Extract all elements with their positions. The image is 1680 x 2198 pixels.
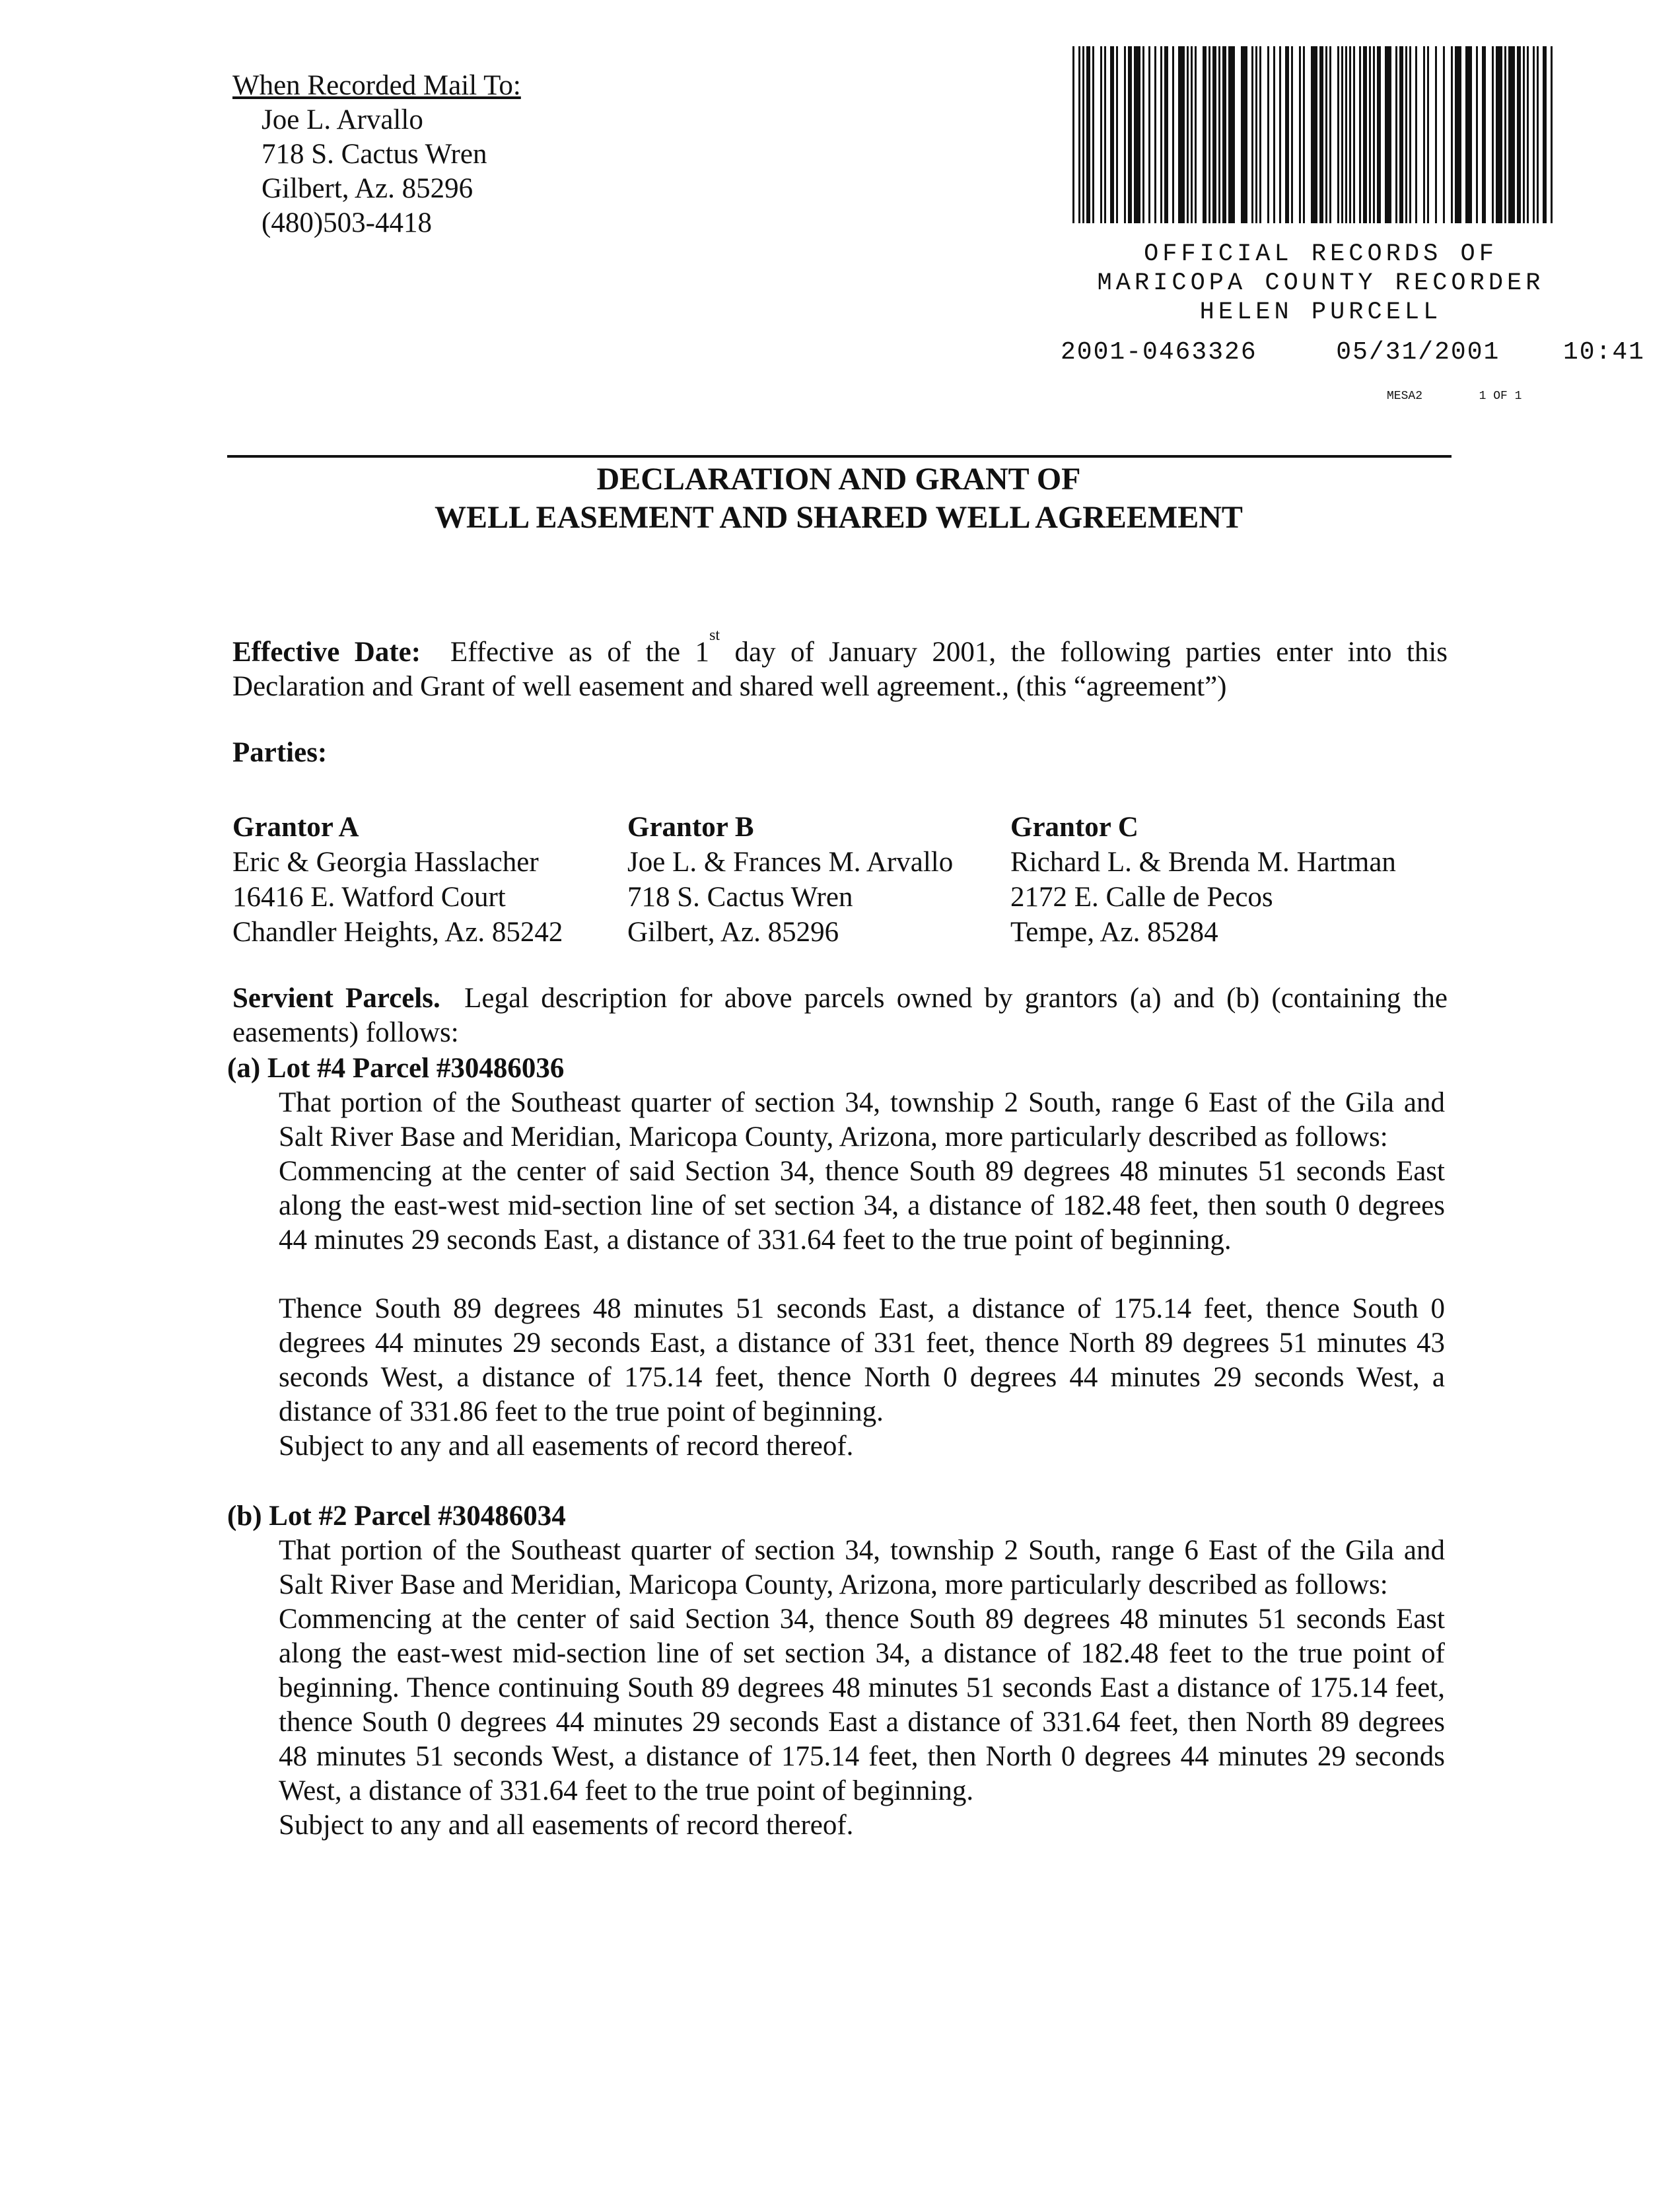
document-title (225, 460, 1453, 537)
barcode-bar (1128, 46, 1132, 223)
barcode-bar (1164, 46, 1168, 223)
barcode-bar (1124, 46, 1126, 223)
barcode-bar (1423, 46, 1425, 223)
barcode-bar (1482, 46, 1486, 223)
barcode-bar (1218, 46, 1220, 223)
paragraph-gap (279, 1258, 1445, 1292)
barcode-bar (1319, 46, 1323, 223)
barcode-bar (1203, 46, 1207, 223)
recorder-stamp (1057, 240, 1585, 327)
barcode-bar (1160, 46, 1162, 223)
barcode-bar (1465, 46, 1472, 223)
lot-b-paragraph-1: That portion of the Southeast quarter of section 34, township 2 South, range 6 East of the Gila and Salt River Base and Meridian, Maricopa County, Arizona, more particularly described as follows: (279, 1535, 1445, 1600)
barcode-bar (1187, 46, 1189, 223)
barcode-bar (1415, 46, 1417, 223)
barcode-bar (1116, 46, 1118, 223)
barcode-bar (1451, 46, 1453, 223)
lot-a-paragraph-2: Commencing at the center of said Section 34, thence South 89 degrees 48 minutes 51 seconds East along the east-west mid-section line of set section 34, a distance of 182.48 feet, then south 0 degrees 44 minutes 29 seconds East, a distance of 331.64 feet to the true point of beginning. (279, 1156, 1445, 1256)
mail-to-city: Gilbert, Az. 85296 (262, 173, 473, 204)
barcode-bar (1086, 46, 1090, 223)
servient-text: Legal description for above parcels owned by grantors (a) and (b) (containing the easements) follows: (232, 983, 1448, 1048)
barcode-bar (1537, 46, 1539, 223)
title-line-2: WELL EASEMENT AND SHARED WELL AGREEMENT (435, 500, 1243, 535)
recording-misc (1387, 390, 1522, 403)
barcode-bar (1349, 46, 1351, 223)
barcode-bar (1228, 46, 1235, 223)
barcode-bar (1172, 46, 1174, 223)
barcode-bar (1363, 46, 1367, 223)
barcode-bar (1241, 46, 1247, 223)
record-time: 10:41 (1562, 338, 1645, 367)
barcode-bar (1409, 46, 1411, 223)
lot-a-paragraph-3: Thence South 89 degrees 48 minutes 51 seconds East, a distance of 175.14 feet, thence South 0 degrees 44 minutes 29 seconds East, a distance of 331 feet, thence North 89 degrees 51 minutes 43 seconds West, a distance of 175.14 feet, thence North 0 degrees 44 minutes 29 seconds West, a distance of 331.86 feet to the true point of beginning. (279, 1293, 1445, 1427)
barcode-bar (1110, 46, 1114, 223)
barcode-bar (1337, 46, 1339, 223)
barcode-bar (1345, 46, 1347, 223)
lot-b-paragraph-2: Commencing at the center of said Section 34, thence South 89 degrees 48 minutes 51 seconds East along the east-west mid-section line of set section 34, a distance of 182.48 feet to the true point of beginning. Thence continuing South 89 degrees 48 minutes 51 seconds East a distance of 175.14 feet, thence South 0 degrees 44 minutes 29 seconds East a distance of 331.64 feet, then North 89 degrees 48 minutes 51 seconds West, a distance of 175.14 feet, then North 0 degrees 44 minutes 29 seconds West, a distance of 331.64 feet to the true point of beginning. (279, 1604, 1445, 1806)
barcode-bar (1325, 46, 1327, 223)
recorder-line-official: OFFICIAL RECORDS OF (1144, 240, 1498, 268)
barcode-bar (1341, 46, 1343, 223)
mail-to-block (232, 69, 521, 240)
mail-to-phone: (480)503-4418 (262, 207, 432, 238)
barcode-bar (1178, 46, 1185, 223)
mail-to-street: 718 S. Cactus Wren (262, 139, 487, 170)
mail-to-name: Joe L. Arvallo (262, 104, 423, 135)
recorder-line-county: MARICOPA COUNTY RECORDER (1097, 269, 1545, 297)
grantor-heading: Grantor C (1010, 812, 1138, 843)
barcode-bar (1285, 46, 1289, 223)
barcode-bar (1517, 46, 1521, 223)
barcode-bar (1279, 46, 1281, 223)
barcode-bar (1359, 46, 1361, 223)
barcode-image (1070, 46, 1556, 223)
barcode-bar (1443, 46, 1445, 223)
barcode-bar (1259, 46, 1261, 223)
lot-b-heading: (b) Lot #2 Parcel #30486034 (227, 1501, 566, 1532)
barcode-bar (1072, 46, 1074, 223)
grantor-heading: Grantor A (232, 812, 359, 843)
record-page-of: 1 OF 1 (1479, 390, 1522, 403)
recorder-line-name: HELEN PURCELL (1199, 299, 1442, 326)
barcode-bar (1395, 46, 1397, 223)
barcode-bar (1492, 46, 1494, 223)
effective-date-paragraph (232, 627, 1448, 704)
effective-text-before: Effective as of the 1 (450, 637, 710, 668)
barcode-bar (1369, 46, 1371, 223)
grantor-name: Joe L. & Frances M. Arvallo (627, 847, 954, 878)
grantor-city: Gilbert, Az. 85296 (627, 917, 839, 948)
lot-a-paragraph-4: Subject to any and all easements of record thereof. (279, 1431, 854, 1462)
barcode-bar (1405, 46, 1407, 223)
grantor-a-block (232, 810, 563, 950)
title-line-1: DECLARATION AND GRANT OF (596, 462, 1081, 497)
barcode-bar (1251, 46, 1253, 223)
barcode-bar (1399, 46, 1403, 223)
barcode-bar (1291, 46, 1293, 223)
barcode-bar (1543, 46, 1547, 223)
grantor-name: Richard L. & Brenda M. Hartman (1010, 847, 1396, 878)
barcode-bar (1273, 46, 1275, 223)
lot-a-heading: (a) Lot #4 Parcel #30486036 (227, 1053, 565, 1084)
barcode-bar (1551, 46, 1553, 223)
record-station: MESA2 (1387, 390, 1423, 403)
record-number: 2001-0463326 (1061, 338, 1257, 367)
grantor-street: 16416 E. Watford Court (232, 882, 506, 913)
parties-label: Parties: (232, 737, 328, 768)
barcode-bar (1082, 46, 1084, 223)
barcode-bar (1134, 46, 1140, 223)
title-rule (227, 455, 1452, 458)
barcode-bar (1523, 46, 1525, 223)
barcode-bar (1496, 46, 1502, 223)
barcode-bar (1100, 46, 1102, 223)
lot-a-description (279, 1086, 1445, 1464)
lot-b-paragraph-3: Subject to any and all easements of record thereof. (279, 1810, 854, 1841)
effective-text-after: day of January 2001, the following parties enter into this Declaration and Grant of well easement and shared well agreement., (this “agreement”) (232, 637, 1448, 702)
servient-parcels-paragraph (232, 981, 1448, 1050)
barcode-bar (1212, 46, 1216, 223)
grantor-city: Tempe, Az. 85284 (1010, 917, 1218, 948)
barcode-bar (1508, 46, 1515, 223)
barcode-bar (1353, 46, 1355, 223)
barcode-bar (1373, 46, 1375, 223)
barcode-bar (1078, 46, 1080, 223)
barcode-bar (1208, 46, 1210, 223)
recording-info (1061, 338, 1645, 367)
barcode-bar (1385, 46, 1391, 223)
effective-date-label: Effective Date: (232, 637, 421, 668)
lot-a-paragraph-1: That portion of the Southeast quarter of section 34, township 2 South, range 6 East of the Gila and Salt River Base and Meridian, Maricopa County, Arizona, more particularly described as follows: (279, 1087, 1445, 1152)
grantor-b-block (627, 810, 953, 950)
barcode-bar (1299, 46, 1301, 223)
grantor-street: 718 S. Cactus Wren (627, 882, 853, 913)
mail-to-heading: When Recorded Mail To: (232, 70, 521, 101)
barcode-bar (1267, 46, 1269, 223)
barcode-bar (1195, 46, 1197, 223)
effective-ordinal: st (709, 627, 720, 644)
barcode-bar (1377, 46, 1381, 223)
grantor-street: 2172 E. Calle de Pecos (1010, 882, 1273, 913)
barcode-bar (1527, 46, 1529, 223)
barcode-bar (1533, 46, 1535, 223)
grantor-name: Eric & Georgia Hasslacher (232, 847, 539, 878)
barcode-bar (1148, 46, 1150, 223)
barcode-bar (1191, 46, 1193, 223)
barcode-bar (1092, 46, 1094, 223)
barcode-bar (1154, 46, 1156, 223)
barcode-bar (1455, 46, 1461, 223)
grantor-heading: Grantor B (627, 812, 754, 843)
barcode-bar (1255, 46, 1257, 223)
lot-b-description (279, 1534, 1445, 1843)
barcode-bar (1104, 46, 1106, 223)
grantor-city: Chandler Heights, Az. 85242 (232, 917, 563, 948)
barcode-bar (1311, 46, 1317, 223)
barcode-bar (1303, 46, 1305, 223)
barcode-bar (1222, 46, 1226, 223)
barcode-bar (1142, 46, 1144, 223)
grantor-c-block (1010, 810, 1396, 950)
barcode-bar (1504, 46, 1506, 223)
barcode-bar (1435, 46, 1437, 223)
barcode-bar (1476, 46, 1478, 223)
servient-label: Servient Parcels. (232, 983, 440, 1014)
record-date: 05/31/2001 (1336, 338, 1500, 367)
barcode-bar (1329, 46, 1331, 223)
barcode-bar (1427, 46, 1429, 223)
